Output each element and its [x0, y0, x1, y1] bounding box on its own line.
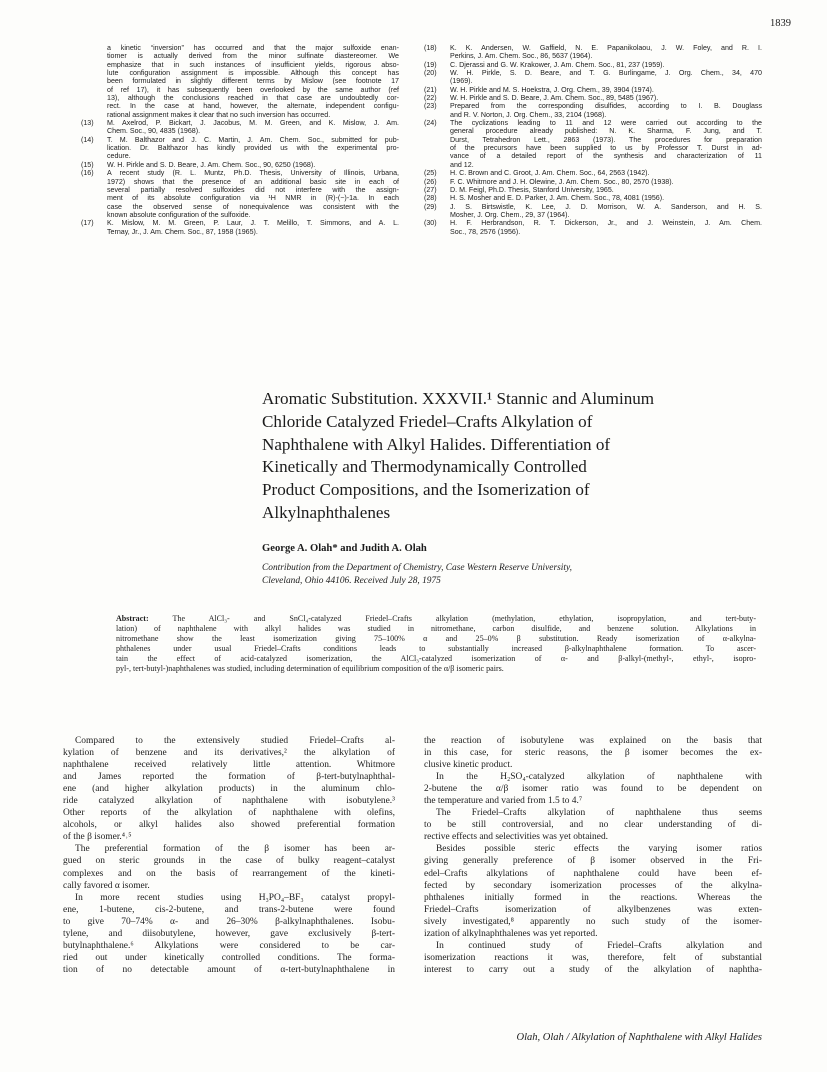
reference-list: [424, 44, 762, 236]
body-line: naphthalene received relatively little attention. Whitmore: [63, 760, 395, 771]
page-number: 1839: [770, 18, 791, 29]
body-line: The preferential formation of the β isomer has been ar-: [75, 844, 395, 855]
body-line: complexes and on the basis of rearrangement of the kineti-: [63, 868, 395, 879]
reference-line: K. K. Andersen, W. Gaffield, N. E. Papanikolaou, J. W. Foley, and R. I.: [450, 44, 762, 52]
reference-line: general procedure already published: N. K. Sharma, F. Jung, and T.: [450, 127, 762, 136]
body-line: In continued study of Friedel–Crafts alkylation and: [436, 940, 762, 951]
reference-line: C. Djerassi and G. W. Krakower, J. Am. Chem. Soc., 81, 237 (1959).: [450, 60, 665, 69]
reference-list: [81, 119, 399, 236]
abstract-line: [116, 634, 756, 644]
body-line: alcohols, or alkyl halides also showed preferential formation: [63, 820, 395, 831]
reference-line: H. C. Brown and C. Groot, J. Am. Chem. Soc., 64, 2563 (1942).: [450, 169, 650, 178]
body-line: ried out under kinetically controlled conditions. The forma-: [63, 952, 395, 963]
body-line: ene (and higher alkylation products) in the aluminum chlo-: [63, 784, 395, 795]
reference-number: (25): [424, 169, 437, 178]
body-line: gued on steric grounds in the case of bulky reagent–catalyst: [63, 856, 395, 867]
reference-item: [424, 178, 762, 186]
reference-number: (14): [81, 135, 94, 144]
reference-line: J. S. Birtswistle, K. Lee, J. D. Morrison, W. A. Sanderson, and H. S.: [450, 202, 762, 211]
reference-line: Durst, Tetrahedron Lett., 2863 (1973). The procedures for preparation: [450, 135, 762, 144]
reference-line: H. F. Herbrandson, R. T. Dickerson, Jr., and J. Weinstein, J. Am. Chem.: [450, 219, 762, 228]
reference-line: vance of a detailed report of the synthesis and characterization of 11: [450, 152, 762, 161]
reference-number: (24): [424, 119, 437, 128]
reference-number: (29): [424, 202, 437, 211]
reference-line: rect. In the case at hand, however, the alternate, independent configu-: [107, 102, 399, 111]
body-line: In the H₂SO₄-catalyzed alkylation of naphthalene with: [436, 772, 762, 783]
reference-line: known absolute configuration of the sulfoxide.: [107, 210, 251, 219]
body-line: kylation of benzene and its derivatives,² the alkylation of: [63, 748, 395, 759]
reference-line: The cyclizations leading to 11 and 12 were carried out according to the: [450, 119, 762, 128]
title-line: Product Compositions, and the Isomerization of: [262, 480, 590, 500]
reference-line: tiomer is actually derived from the minor sulfinate diastereomer. We: [107, 52, 399, 61]
reference-number: (18): [424, 44, 437, 52]
body-line: Friedel–Crafts isomerization of alkylbenzenes was exten-: [424, 904, 762, 915]
references-left: [81, 44, 399, 236]
reference-line: W. H. Pirkle and M. S. Hoekstra, J. Org. Chem., 39, 3904 (1974).: [450, 85, 654, 94]
reference-line: of the precursors have been supplied to us by Professor T. Durst in ad-: [450, 144, 762, 153]
body-line: sively investigated,⁸ apparently no such study of the isomer-: [424, 916, 762, 927]
reference-item: [81, 169, 399, 219]
body-line: the temperature and varied from 1.5 to 4.⁷: [424, 796, 583, 807]
reference-item: [424, 94, 762, 102]
reference-number: (17): [81, 219, 94, 228]
reference-line: D. M. Feigl, Ph.D. Thesis, Stanford University, 1965.: [450, 185, 614, 194]
reference-item: [424, 219, 762, 236]
body-line: tion of no detectable amount of α-tert-butylnaphthalene in: [63, 964, 395, 975]
body-line: 2-butene the α/β isomer ratio was found to be dependent on: [424, 784, 762, 795]
reference-line: W. H. Pirkle and S. D. Beare, J. Am. Chem. Soc., 90, 6250 (1968).: [107, 160, 316, 169]
reference-line: W. H. Pirkle, S. D. Beare, and T. G. Burlingame, J. Org. Chem., 34, 470: [450, 69, 762, 78]
reference-line: Soc., 78, 2576 (1956).: [450, 227, 521, 236]
reference-number: (27): [424, 185, 437, 194]
body-line: the reaction of isobutylene was explained on the basis that: [424, 736, 762, 746]
reference-number: (20): [424, 69, 437, 78]
body-line: ride catalyzed alkylation of naphthalene with isobutylene.³: [63, 796, 395, 807]
body-line: ization of alkylnaphthalenes was yet reported.: [424, 928, 598, 939]
body-line: rective effects and selectivities was yet obtained.: [424, 832, 609, 843]
reference-line: M. Axelrod, P. Bickart, J. Jacobus, M. M. Green, and K. Mislow, J. Am.: [107, 119, 399, 128]
body-line: butylnaphthalene.⁶ Alkylations were considered to be car-: [63, 940, 395, 951]
reference-line: a kinetic “inversion” has occurred and that the major sulfoxide enan-: [107, 44, 399, 52]
reference-item: [424, 102, 762, 119]
body-line: Besides possible steric effects the varying isomer ratios: [436, 844, 762, 855]
abstract-line: [116, 614, 756, 624]
reference-number: (26): [424, 177, 437, 186]
abstract-line: [116, 644, 756, 654]
article-affiliation: [262, 562, 762, 587]
reference-line: Chem. Soc., 90, 4835 (1968).: [107, 127, 201, 136]
body-line: in this case, for steric reasons, the β isomer becomes the ex-: [424, 748, 762, 759]
body-line: In more recent studies using H₃PO₄–BF₃ catalyst propyl-: [75, 892, 395, 903]
reference-continuation: [81, 44, 399, 119]
reference-item: [424, 194, 762, 202]
affiliation-line: Contribution from the Department of Chemistry, Case Western Reserve University,: [262, 563, 572, 573]
reference-line: and R. V. Norton, J. Org. Chem., 33, 2104 (1968).: [450, 110, 607, 119]
body-line: ene, 1-butene, cis-2-butene, and trans-2-butene were found: [63, 904, 395, 915]
body-column-right: [424, 735, 762, 976]
reference-line: of ref 17), it has subsequently been overlooked by the same author (ref: [107, 85, 399, 94]
reference-line: been formulated in slightly different terms by Mislow (see footnote 17: [107, 77, 399, 86]
body-line: and James reported the formation of β-tert-butylnaphthal-: [63, 772, 395, 783]
reference-number: (28): [424, 194, 437, 203]
reference-item: [424, 44, 762, 61]
body-column-left: [63, 735, 395, 976]
reference-line: T. M. Balthazor and J. C. Martin, J. Am. Chem. Soc., submitted for pub-: [107, 135, 399, 144]
article-abstract: [116, 614, 756, 673]
reference-line: ment of its absolute configuration via ¹H NMR in (R)-(−)-1a. In each: [107, 194, 399, 203]
abstract-line: [116, 664, 756, 674]
abstract-text: lation) of naphthalene with alkyl halides was studied in nitromethane, carbon disulfide, and benzene solution. Alkylations in: [116, 623, 756, 633]
reference-line: and 12.: [450, 160, 474, 169]
title-line: Aromatic Substitution. XXXVII.¹ Stannic and Aluminum: [262, 389, 655, 408]
abstract-text: The AlCl₃- and SnCl₄-catalyzed Friedel–Crafts alkylation (methylation, ethylation, isopropylation, and tert-buty-: [172, 614, 757, 623]
body-line: phthalenes initially formed in the reactions. Whereas the: [424, 892, 762, 903]
abstract-text: nitromethane show the least isomerization giving 75–100% α and 25–0% β substitution. Ready isomerization of α-alkylna-: [116, 633, 756, 643]
reference-item: [424, 169, 762, 177]
reference-item: [81, 119, 399, 136]
body-line: giving generally preference of β isomer observed in the Fri-: [424, 856, 762, 867]
body-line: Compared to the extensively studied Friedel–Crafts al-: [75, 736, 395, 746]
reference-line: Perkins, J. Am. Chem. Soc., 86, 5637 (1964).: [450, 52, 593, 61]
article-title: [262, 388, 762, 525]
reference-number: (15): [81, 160, 94, 169]
reference-item: [424, 69, 762, 86]
reference-number: (23): [424, 102, 437, 111]
body-line: The Friedel–Crafts alkylation of naphthalene thus seems: [436, 808, 762, 819]
title-line: Naphthalene with Alkyl Halides. Differentiation of: [262, 434, 611, 454]
reference-line: (1969).: [450, 77, 473, 86]
reference-item: [424, 86, 762, 94]
title-line: Chloride Catalyzed Friedel–Crafts Alkylation of: [262, 411, 593, 431]
abstract-line: [116, 624, 756, 634]
body-line: cally favored α isomer.: [63, 880, 150, 891]
reference-line: F. C. Whitmore and J. H. Olewine, J. Am. Chem. Soc., 80, 2570 (1938).: [450, 177, 674, 186]
abstract-label: Abstract:: [116, 614, 149, 623]
reference-item: [424, 203, 762, 220]
reference-number: (19): [424, 60, 437, 69]
reference-line: emphasize that in such instances of insufficient yields, rigorous abso-: [107, 60, 399, 69]
reference-line: K. Mislow, M. M. Green, P. Laur, J. T. Melillo, T. Simmons, and A. L.: [107, 219, 399, 228]
body-line: edel–Crafts alkylations of naphthalene could have been ef-: [424, 868, 762, 879]
reference-number: (22): [424, 94, 437, 103]
body-line: tylene, and diisobutylene, however, gave exclusively β-tert-: [63, 928, 395, 939]
reference-line: lication. Dr. Balthazor has kindly provided us with the experimental pro-: [107, 144, 399, 153]
body-line: to be still controversial, and no clear understanding of di-: [424, 820, 762, 831]
body-line: fected by secondary isomerization processes of the alkylna-: [424, 880, 762, 891]
reference-line: W. H. Pirkle and S. D. Beare, J. Am. Chem. Soc., 89, 5485 (1967).: [450, 94, 659, 103]
reference-line: 1972) shows that the presence of an additional basic site in each of: [107, 177, 399, 186]
reference-number: (21): [424, 85, 437, 94]
abstract-text: pyl-, tert-butyl-)naphthalenes was studied, including determination of equilibrium composition of the α/β isomeric pairs.: [116, 663, 504, 673]
reference-number: (13): [81, 119, 94, 128]
reference-item: [81, 136, 399, 161]
reference-line: rational assignment makes it clear that no such inversion has occurred.: [107, 110, 331, 119]
reference-item: [81, 161, 399, 169]
references-right: [424, 44, 762, 236]
reference-line: several partially resolved sulfoxides did not interfere with the assign-: [107, 185, 399, 194]
affiliation-line: Cleveland, Ohio 44106. Received July 28, 1975: [262, 575, 441, 586]
title-line: Kinetically and Thermodynamically Controlled: [262, 457, 587, 477]
reference-item: [81, 219, 399, 236]
reference-line: 13), although the conclusions reached in that case are undoubtedly cor-: [107, 94, 399, 103]
body-line: of the β isomer.⁴˒⁵: [63, 832, 132, 843]
abstract-line: [116, 654, 756, 664]
reference-line: cedure.: [107, 152, 131, 161]
reference-line: case the observed sense of nonequivalence was consistent with the: [107, 202, 399, 211]
reference-line: H. S. Mosher and E. D. Parker, J. Am. Chem. Soc., 78, 4081 (1956).: [450, 194, 665, 203]
running-footer: Olah, Olah / Alkylation of Naphthalene with Alkyl Halides: [516, 1032, 762, 1043]
reference-number: (16): [81, 169, 94, 178]
reference-line: Prepared from the corresponding disulfides, according to I. B. Douglass: [450, 102, 762, 111]
reference-item: [424, 186, 762, 194]
abstract-text: tain the effect of acid-catalyzed isomerization, the AlCl₃-catalyzed isomerization of α- and β-alkyl-(methyl-, ethyl-, isopro-: [116, 653, 756, 663]
reference-item: [424, 61, 762, 69]
reference-item: [424, 119, 762, 169]
reference-line: lute configuration assignment is impossible. Although this concept has: [107, 69, 399, 78]
body-line: clusive kinetic product.: [424, 760, 513, 771]
reference-number: (30): [424, 219, 437, 228]
title-line: Alkylnaphthalenes: [262, 502, 391, 522]
reference-line: Mosher, J. Org. Chem., 29, 37 (1964).: [450, 210, 570, 219]
abstract-text: phthalenes under usual Friedel–Crafts conditions leads to substantially increased β-alkylnaphthalene formation. To ascer-: [116, 643, 756, 653]
body-line: isomerization reactions it was, therefore, felt of substantial: [424, 952, 762, 963]
reference-line: A recent study (R. L. Muntz, Ph.D. Thesis, University of Illinois, Urbana,: [107, 169, 399, 178]
body-line: to give 70–74% α- and 26–30% β-alkylnaphthalenes. Isobu-: [63, 916, 395, 927]
body-line: interest to carry out a study of the alkylation of naphtha-: [424, 964, 762, 975]
article-authors: George A. Olah* and Judith A. Olah: [262, 543, 427, 554]
body-line: Other reports of the alkylation of naphthalene with olefins,: [63, 808, 395, 819]
reference-line: Ternay, Jr., J. Am. Chem. Soc., 87, 1958 (1965).: [107, 227, 258, 236]
